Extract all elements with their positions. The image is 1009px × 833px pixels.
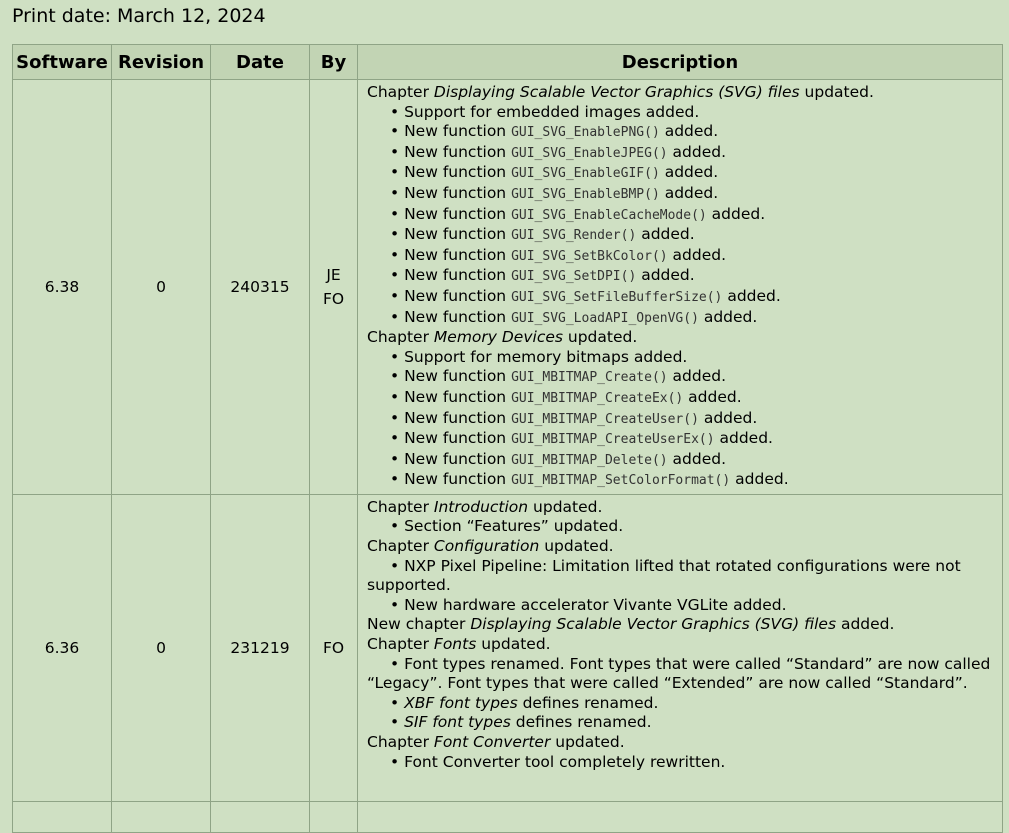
description-cell bbox=[358, 80, 1003, 495]
line-text: added. bbox=[698, 408, 758, 427]
line-text: added. bbox=[698, 307, 758, 326]
line-text: Section “Features” updated. bbox=[404, 517, 624, 536]
chapter-name: Memory Devices bbox=[433, 328, 563, 347]
line-text: New function bbox=[404, 225, 512, 244]
line-text: New function bbox=[404, 142, 512, 161]
line-text: updated. bbox=[539, 537, 614, 556]
line-text: defines renamed. bbox=[517, 693, 659, 712]
by-cell bbox=[310, 80, 358, 495]
empty-cell bbox=[358, 801, 1003, 832]
line-text: Support for memory bitmaps added. bbox=[404, 347, 688, 366]
function-name: GUI_SVG_Render() bbox=[511, 228, 637, 244]
line-text: New function bbox=[404, 245, 512, 264]
line-text: Chapter bbox=[367, 497, 434, 516]
header-row bbox=[13, 45, 1003, 80]
header-date: Date bbox=[211, 45, 310, 80]
table-row bbox=[13, 494, 1003, 801]
function-name: GUI_SVG_EnableCacheMode() bbox=[511, 207, 707, 223]
function-name: GUI_SVG_SetBkColor() bbox=[511, 248, 668, 264]
header-software: Software bbox=[13, 45, 112, 80]
line-text: defines renamed. bbox=[510, 713, 652, 732]
function-name: GUI_SVG_LoadAPI_OpenVG() bbox=[511, 310, 699, 326]
chapter-name: Introduction bbox=[433, 497, 529, 516]
line-text: added. bbox=[730, 470, 789, 489]
header-revision: Revision bbox=[112, 45, 211, 80]
chapter-name: Displaying Scalable Vector Graphics (SVG) files bbox=[433, 83, 800, 101]
line-text: added. bbox=[659, 163, 719, 182]
line-text: New function bbox=[404, 183, 512, 202]
line-text: New function bbox=[404, 429, 512, 448]
function-name: GUI_MBITMAP_CreateEx() bbox=[511, 390, 684, 406]
date-cell: 231219 bbox=[211, 494, 310, 801]
line-text: added. bbox=[714, 429, 773, 448]
author: JE bbox=[326, 265, 341, 284]
line-text: New function bbox=[404, 266, 512, 285]
line-text: updated. bbox=[562, 328, 638, 347]
bullet-item bbox=[367, 596, 994, 616]
header-by: By bbox=[310, 45, 358, 80]
line-text: updated. bbox=[550, 733, 625, 751]
software-cell: 6.38 bbox=[13, 80, 112, 495]
author: FO bbox=[322, 289, 345, 308]
bullet-item bbox=[367, 470, 994, 491]
line-text: added. bbox=[636, 266, 695, 285]
line-text: New chapter bbox=[367, 615, 471, 634]
bullet-item bbox=[367, 246, 994, 267]
table-row bbox=[13, 80, 1003, 495]
date-cell: 240315 bbox=[211, 80, 310, 495]
function-name: GUI_SVG_EnableGIF() bbox=[511, 166, 660, 182]
chapter-line bbox=[367, 615, 994, 635]
function-name: GUI_SVG_EnableBMP() bbox=[511, 186, 660, 202]
line-text: Chapter bbox=[367, 733, 434, 751]
bullet-item bbox=[367, 266, 994, 287]
chapter-name: Font Converter bbox=[433, 733, 551, 751]
line-text: Chapter bbox=[367, 537, 434, 556]
bullet-item bbox=[367, 409, 994, 430]
bullet-item bbox=[367, 450, 994, 471]
chapter-name: Fonts bbox=[433, 635, 477, 654]
line-text: New function bbox=[404, 470, 512, 489]
header-description: Description bbox=[358, 45, 1003, 80]
line-text: added. bbox=[636, 225, 695, 244]
table-row bbox=[13, 801, 1003, 832]
line-text: updated. bbox=[528, 497, 603, 516]
print-date: Print date: March 12, 2024 bbox=[12, 5, 266, 27]
line-text: added. bbox=[667, 245, 727, 264]
line-text: New function bbox=[404, 387, 512, 406]
bullet-item bbox=[367, 122, 994, 143]
line-text: Support for embedded images added. bbox=[404, 102, 700, 121]
bullet-item bbox=[367, 308, 994, 329]
function-name: GUI_MBITMAP_Delete() bbox=[511, 452, 668, 468]
line-text: added. bbox=[667, 367, 727, 386]
line-text: updated. bbox=[799, 83, 874, 101]
author: FO bbox=[322, 638, 345, 657]
line-text: added. bbox=[659, 183, 719, 202]
bullet-item bbox=[367, 143, 994, 164]
line-text: Font Converter tool completely rewritten. bbox=[404, 752, 726, 771]
bullet-item bbox=[367, 557, 994, 596]
revision-history-table bbox=[12, 44, 1003, 833]
line-text: Chapter bbox=[367, 635, 434, 654]
chapter-line bbox=[367, 83, 994, 103]
chapter-line bbox=[367, 498, 994, 518]
bullet-item bbox=[367, 367, 994, 388]
emphasis-text: XBF font types bbox=[404, 693, 518, 712]
line-text: New function bbox=[404, 204, 512, 223]
function-name: GUI_MBITMAP_CreateUser() bbox=[511, 411, 699, 427]
line-text: Font types renamed. Font types that were called “Standard” are now called “Legacy”. Font types that were called “Extended” are now called “Standard”. bbox=[367, 654, 991, 693]
bullet-item bbox=[367, 103, 994, 123]
line-text: New hardware accelerator Vivante VGLite added. bbox=[404, 595, 787, 614]
description-cell bbox=[358, 494, 1003, 801]
chapter-line bbox=[367, 635, 994, 655]
emphasis-text: SIF font types bbox=[404, 713, 511, 732]
empty-cell bbox=[310, 801, 358, 832]
line-text: added. bbox=[836, 615, 895, 634]
by-cell bbox=[310, 494, 358, 801]
bullet-item bbox=[367, 753, 994, 773]
function-name: GUI_SVG_EnablePNG() bbox=[511, 125, 660, 141]
line-text: added. bbox=[683, 387, 742, 406]
function-name: GUI_SVG_SetFileBufferSize() bbox=[511, 289, 723, 305]
line-text: added. bbox=[706, 204, 766, 223]
bullet-item bbox=[367, 225, 994, 246]
revision-cell: 0 bbox=[112, 494, 211, 801]
bullet-item bbox=[367, 184, 994, 205]
bullet-item bbox=[367, 348, 994, 368]
line-text: NXP Pixel Pipeline: Limitation lifted that rotated configurations were not supported. bbox=[367, 556, 961, 595]
line-text: added. bbox=[667, 449, 727, 468]
chapter-name: Configuration bbox=[433, 537, 540, 556]
line-text: Chapter bbox=[367, 328, 434, 347]
function-name: GUI_MBITMAP_CreateUserEx() bbox=[511, 432, 715, 448]
line-text: Chapter bbox=[367, 83, 434, 101]
chapter-line bbox=[367, 733, 994, 753]
line-text: New function bbox=[404, 122, 512, 141]
bullet-item bbox=[367, 429, 994, 450]
function-name: GUI_SVG_EnableJPEG() bbox=[511, 145, 668, 161]
line-text: New function bbox=[404, 307, 512, 326]
bullet-item bbox=[367, 163, 994, 184]
bullet-item bbox=[367, 287, 994, 308]
bullet-item bbox=[367, 205, 994, 226]
bullet-item bbox=[367, 388, 994, 409]
software-cell: 6.36 bbox=[13, 494, 112, 801]
line-text: New function bbox=[404, 163, 512, 182]
function-name: GUI_SVG_SetDPI() bbox=[511, 269, 637, 285]
function-name: GUI_MBITMAP_Create() bbox=[511, 370, 668, 386]
bullet-item bbox=[367, 517, 994, 537]
line-text: updated. bbox=[476, 635, 551, 654]
empty-cell bbox=[211, 801, 310, 832]
line-text: added. bbox=[722, 286, 781, 305]
revision-cell: 0 bbox=[112, 80, 211, 495]
bullet-item bbox=[367, 694, 994, 714]
line-text: added. bbox=[659, 122, 719, 141]
line-text: New function bbox=[404, 286, 512, 305]
line-text: New function bbox=[404, 449, 512, 468]
chapter-line bbox=[367, 537, 994, 557]
chapter-line bbox=[367, 328, 994, 348]
chapter-name: Displaying Scalable Vector Graphics (SVG) files bbox=[470, 615, 837, 634]
line-text: New function bbox=[404, 408, 512, 427]
bullet-item bbox=[367, 655, 994, 694]
empty-cell bbox=[13, 801, 112, 832]
line-text: added. bbox=[667, 142, 727, 161]
empty-cell bbox=[112, 801, 211, 832]
line-text: New function bbox=[404, 367, 512, 386]
function-name: GUI_MBITMAP_SetColorFormat() bbox=[511, 473, 731, 489]
bullet-item bbox=[367, 713, 994, 733]
